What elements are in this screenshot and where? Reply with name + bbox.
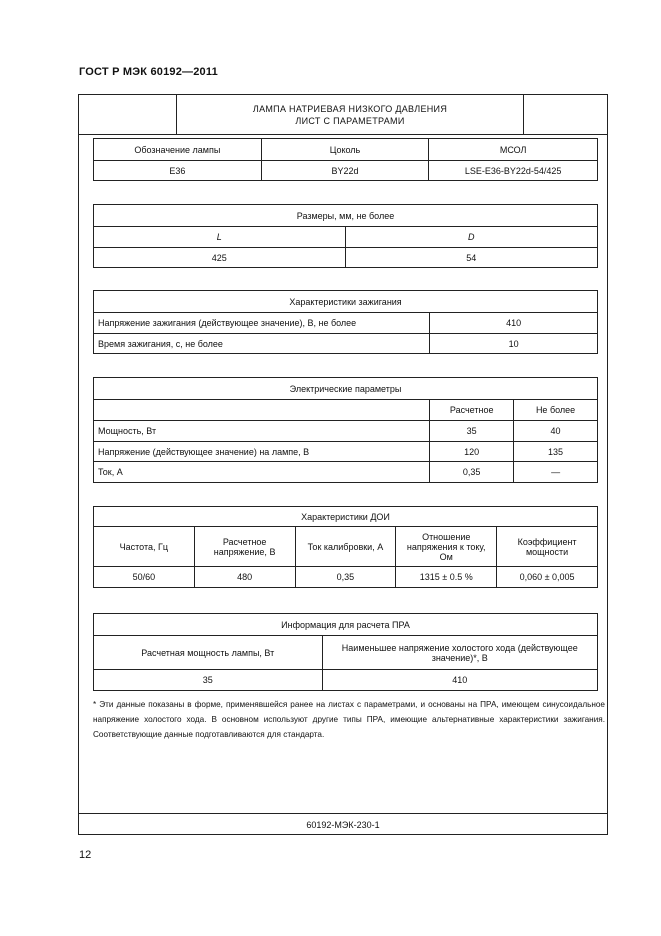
- electrical-current-label: Ток, А: [94, 462, 430, 483]
- lamp-header-ilcos: МСОЛ: [429, 139, 598, 161]
- ignition-voltage-value: 410: [430, 313, 598, 334]
- electrical-header-max: Не более: [514, 400, 598, 421]
- sheet-title-row: [79, 95, 607, 135]
- electrical-current-max: —: [514, 462, 598, 483]
- reference-ballast-value-voltage: 480: [194, 567, 295, 588]
- reference-ballast-header-voltage: Расчетное напряжение, В: [194, 527, 295, 567]
- document-header: ГОСТ Р МЭК 60192—2011: [79, 66, 218, 78]
- reference-ballast-value-ratio: 1315 ± 0.5 %: [396, 567, 497, 588]
- reference-ballast-value-power-factor: 0,060 ± 0,005: [497, 567, 598, 588]
- title-left-cell: [79, 95, 177, 134]
- ballast-info-table: [93, 613, 598, 691]
- electrical-header-blank: [94, 400, 430, 421]
- reference-ballast-value-current: 0,35: [295, 567, 396, 588]
- ballast-info-header-power: Расчетная мощность лампы, Вт: [94, 636, 323, 670]
- reference-ballast-title: Характеристики ДОИ: [94, 507, 598, 527]
- sheet-footer-code: 60192-МЭК-230-1: [79, 813, 607, 836]
- ignition-voltage-label: Напряжение зажигания (действующее значение), В, не более: [94, 313, 430, 334]
- electrical-current-rated: 0,35: [430, 462, 514, 483]
- reference-ballast-table: [93, 506, 598, 588]
- reference-ballast-header-power-factor: Коэффициент мощности: [497, 527, 598, 567]
- footnote: * Эти данные показаны в форме, применявшейся ранее на листах с параметрами, и основаны на ПРА, имеющем синусоидальное напряжение холостого хода. В основном используют другие типы ПРА, имеющие альтернативные характеристики зажигания. Соответствующие данные подготавливаются для стандарта.: [93, 700, 605, 739]
- electrical-header-rated: Расчетное: [430, 400, 514, 421]
- lamp-value-cap: BY22d: [261, 161, 429, 181]
- dimensions-value-d: 54: [345, 248, 598, 268]
- electrical-voltage-rated: 120: [430, 442, 514, 462]
- reference-ballast-header-ratio: Отношение напряжения к току, Ом: [396, 527, 497, 567]
- reference-ballast-header-frequency: Частота, Гц: [94, 527, 195, 567]
- ballast-info-header-voltage: Наименьшее напряжение холостого хода (действующее значение)*, В: [322, 636, 597, 670]
- lamp-value-ilcos: LSE-E36-BY22d-54/425: [429, 161, 598, 181]
- lamp-header-designation: Обозначение лампы: [94, 139, 262, 161]
- electrical-power-rated: 35: [430, 421, 514, 442]
- electrical-power-label: Мощность, Вт: [94, 421, 430, 442]
- lamp-header-cap: Цоколь: [261, 139, 429, 161]
- electrical-title: Электрические параметры: [94, 378, 598, 400]
- electrical-voltage-max: 135: [514, 442, 598, 462]
- dimensions-header-l: L: [94, 227, 346, 248]
- lamp-table: [93, 138, 598, 181]
- dimensions-table: [93, 204, 598, 268]
- dimensions-value-l: 425: [94, 248, 346, 268]
- ignition-title: Характеристики зажигания: [94, 291, 598, 313]
- electrical-voltage-label: Напряжение (действующее значение) на лампе, В: [94, 442, 430, 462]
- ballast-info-title: Информация для расчета ПРА: [94, 614, 598, 636]
- electrical-table: [93, 377, 598, 483]
- lamp-value-designation: E36: [94, 161, 262, 181]
- ignition-table: [93, 290, 598, 354]
- page-number: 12: [79, 849, 92, 861]
- ballast-info-value-voltage: 410: [322, 670, 597, 691]
- ballast-info-value-power: 35: [94, 670, 323, 691]
- title-right-cell: [523, 95, 608, 134]
- sheet-title: [177, 95, 523, 134]
- electrical-power-max: 40: [514, 421, 598, 442]
- reference-ballast-header-current: Ток калибровки, А: [295, 527, 396, 567]
- ignition-time-label: Время зажигания, с, не более: [94, 334, 430, 354]
- dimensions-title: Размеры, мм, не более: [94, 205, 598, 227]
- sheet-title-line1: ЛАМПА НАТРИЕВАЯ НИЗКОГО ДАВЛЕНИЯ: [252, 104, 448, 114]
- sheet-title-line2: ЛИСТ С ПАРАМЕТРАМИ: [295, 116, 405, 126]
- dimensions-header-d: D: [345, 227, 598, 248]
- ignition-time-value: 10: [430, 334, 598, 354]
- reference-ballast-value-frequency: 50/60: [94, 567, 195, 588]
